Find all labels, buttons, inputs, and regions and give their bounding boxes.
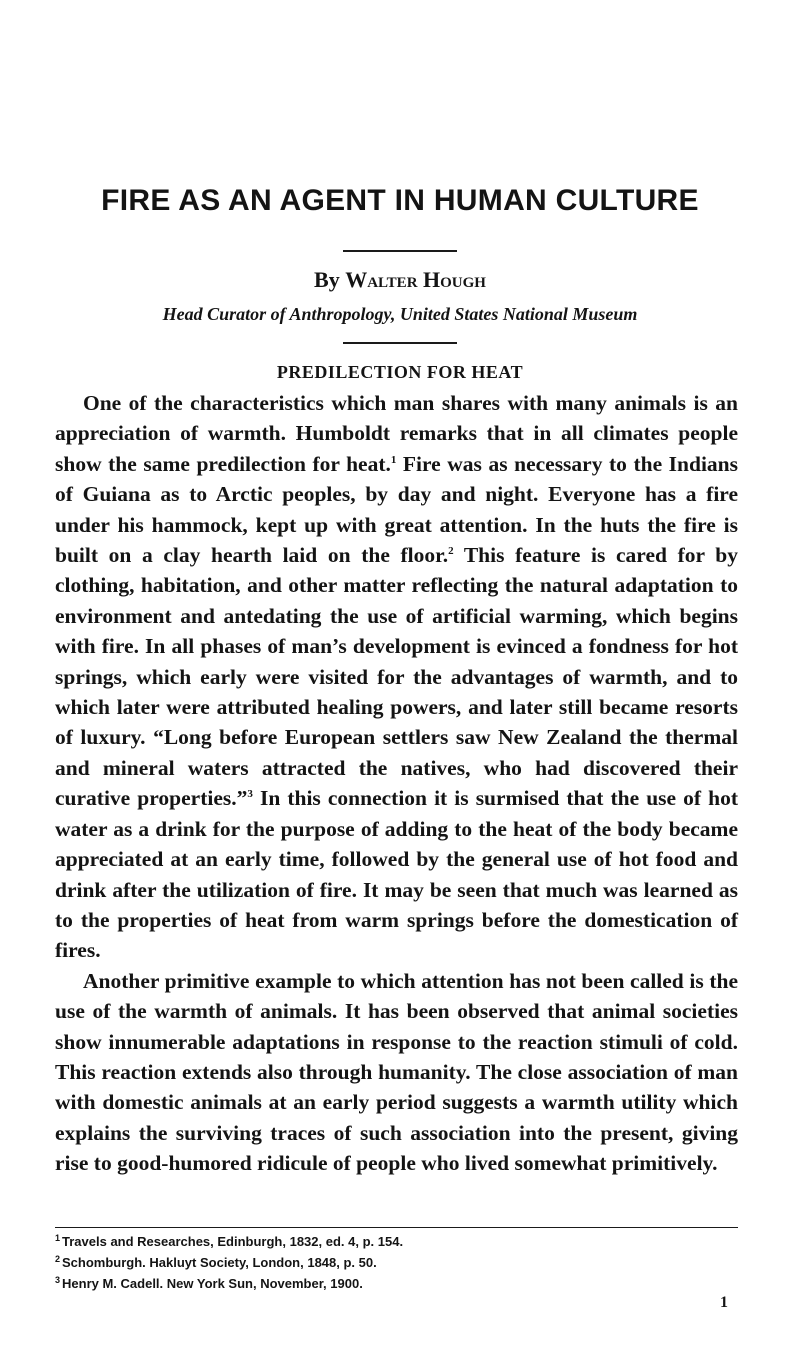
- paragraph-2: Another primitive example to which attention has not been called is the use of the warmth of animals. It has been observed that animal societies show innumerable adaptations in response to the reaction stimuli of cold. This reaction extends also through humanity. The close association of man with domestic animals at an early period suggests a warmth utility which explains the surviving traces of such association into the present, giving rise to good-humored ridicule of people who lived somewhat primitively.: [55, 968, 738, 1176]
- footnote-divider: [55, 1227, 738, 1228]
- footnote-2: [55, 1252, 738, 1273]
- footnote-1-mark: 1: [55, 1232, 61, 1243]
- byline: [0, 267, 800, 293]
- affiliation-divider: [343, 342, 457, 344]
- footnote-2-text: Schomburgh. Hakluyt Society, London, 1848, p. 50.: [62, 1255, 377, 1270]
- paragraph-1-part-4: In this connection it is surmised that the use of hot water as a drink for the purpose of adding to the heat of the body became appreciated at an early time, followed by the general use of hot food and drink after the utilization of fire. It may be seen that much was learned as to the properties of heat from warm springs before the domestication of fires.: [55, 786, 738, 963]
- footnote-3: [55, 1273, 738, 1294]
- footnote-1: [55, 1231, 738, 1252]
- footnote-3-mark: 3: [55, 1274, 61, 1285]
- paragraph-1-part-3: This feature is cared for by clothing, habitation, and other matter reflecting the natural adaptation to environment and antedating the use of artificial warming, which begins with fire. In all phases of man’s development is evinced a fondness for hot springs, which early were visited for the advantages of warmth, and to which later were attributed healing powers, and later still became resorts of luxury. “Long before European settlers saw New Zealand the thermal and mineral waters attracted the natives, who had discovered their curative properties.”: [55, 543, 738, 811]
- title-divider: [343, 250, 457, 252]
- footnote-1-text: Travels and Researches, Edinburgh, 1832, ed. 4, p. 154.: [62, 1234, 404, 1249]
- paragraph-1-part-1: One of the characteristics which man shares with many animals is an appreciation of warmth. Humboldt remarks that in all climates people show the same predilection for heat.: [55, 391, 738, 476]
- footnotes: [55, 1231, 738, 1294]
- footnote-ref-1: 1: [390, 453, 397, 466]
- section-heading: PREDILECTION FOR HEAT: [276, 362, 524, 382]
- byline-prefix: By: [314, 267, 340, 292]
- article-title: FIRE AS AN AGENT IN HUMAN CULTURE: [101, 184, 699, 217]
- author-name: Walter Hough: [345, 267, 486, 292]
- paragraph-1-part-2: Fire was as necessary to the Indians of Guiana as to Arctic peoples, by day and night. Everyone has a fire under his hammock, kept up with great attention. In the huts the fire is built on a clay hearth laid on the floor.: [55, 451, 738, 568]
- footnote-ref-2: 2: [448, 544, 454, 557]
- author-affiliation: Head Curator of Anthropology, United States National Museum: [162, 304, 638, 324]
- body-text: [55, 388, 738, 1179]
- page-number: 1: [720, 1294, 728, 1311]
- footnote-2-mark: 2: [55, 1253, 61, 1264]
- paragraph-1: [55, 388, 738, 966]
- footnote-3-text: Henry M. Cadell. New York Sun, November, 1900.: [62, 1276, 363, 1291]
- footnote-ref-3: 3: [247, 788, 253, 801]
